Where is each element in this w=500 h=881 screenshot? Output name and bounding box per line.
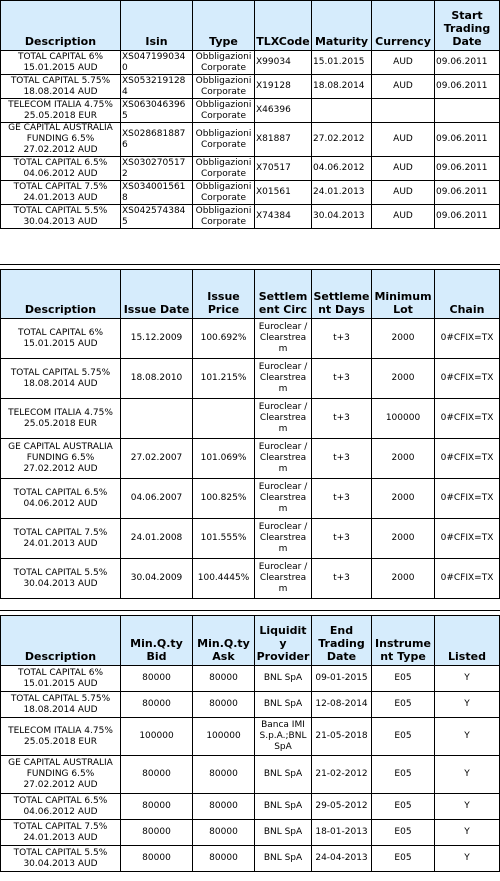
cell-min-qty-ask: 80000 xyxy=(193,820,255,846)
cell-settlement-days: t+3 xyxy=(312,479,372,519)
cell-instrument-type: E05 xyxy=(372,820,435,846)
cell-issue-date: 24.01.2008 xyxy=(121,519,193,559)
cell-chain: 0#CFIX=TX xyxy=(435,399,500,439)
section-divider xyxy=(0,264,500,265)
cell-description: TOTAL CAPITAL 6.5% 04.06.2012 AUD xyxy=(1,479,121,519)
column-header-min-qty-ask: Min.Q.ty Ask xyxy=(193,616,255,666)
table-row xyxy=(1,666,500,692)
cell-liquidity-provider: BNL SpA xyxy=(255,846,312,872)
cell-chain: 0#CFIX=TX xyxy=(435,479,500,519)
table-header-row xyxy=(1,1,500,51)
table-row xyxy=(1,157,500,181)
cell-settlement-circ: Euroclear / Clearstream xyxy=(255,399,312,439)
table-header-row xyxy=(1,270,500,319)
cell-chain: 0#CFIX=TX xyxy=(435,559,500,599)
cell-min-qty-bid: 80000 xyxy=(121,666,193,692)
cell-description: TOTAL CAPITAL 5.75% 18.08.2014 AUD xyxy=(1,359,121,399)
cell-min-qty-ask: 80000 xyxy=(193,666,255,692)
cell-tlxcode: X46396 xyxy=(255,99,312,123)
cell-issue-date: 30.04.2009 xyxy=(121,559,193,599)
column-header-listed: Listed xyxy=(435,616,500,666)
cell-issue-date: 18.08.2010 xyxy=(121,359,193,399)
cell-issue-date: 15.12.2009 xyxy=(121,319,193,359)
table-header-row xyxy=(1,616,500,666)
cell-issue-price: 100.4445% xyxy=(193,559,255,599)
cell-end-trading-date: 09-01-2015 xyxy=(312,666,372,692)
cell-instrument-type: E05 xyxy=(372,666,435,692)
cell-listed: Y xyxy=(435,718,500,756)
cell-isin: XS0630463965 xyxy=(121,99,193,123)
cell-currency xyxy=(372,99,435,123)
table-row xyxy=(1,846,500,872)
column-header-maturity: Maturity xyxy=(312,1,372,51)
table-row xyxy=(1,181,500,205)
cell-isin: XS0532191284 xyxy=(121,75,193,99)
cell-end-trading-date: 12-08-2014 xyxy=(312,692,372,718)
cell-start-trading-date: 09.06.2011 xyxy=(435,181,500,205)
cell-start-trading-date: 09.06.2011 xyxy=(435,123,500,157)
column-header-currency: Currency xyxy=(372,1,435,51)
column-header-instrument-type: Instrument Type xyxy=(372,616,435,666)
cell-start-trading-date: 09.06.2011 xyxy=(435,205,500,229)
cell-instrument-type: E05 xyxy=(372,794,435,820)
cell-currency: AUD xyxy=(372,205,435,229)
table-row xyxy=(1,359,500,399)
cell-min-qty-ask: 80000 xyxy=(193,846,255,872)
cell-currency: AUD xyxy=(372,157,435,181)
table-row xyxy=(1,439,500,479)
column-header-description: Description xyxy=(1,1,121,51)
cell-chain: 0#CFIX=TX xyxy=(435,359,500,399)
cell-end-trading-date: 29-05-2012 xyxy=(312,794,372,820)
cell-liquidity-provider: BNL SpA xyxy=(255,692,312,718)
cell-tlxcode: X70517 xyxy=(255,157,312,181)
cell-description: TELECOM ITALIA 4.75% 25.05.2018 EUR xyxy=(1,399,121,439)
cell-issue-price: 101.555% xyxy=(193,519,255,559)
cell-liquidity-provider: BNL SpA xyxy=(255,756,312,794)
cell-tlxcode: X99034 xyxy=(255,51,312,75)
column-header-settlement-circ: Settlement Circ xyxy=(255,270,312,319)
cell-settlement-days: t+3 xyxy=(312,359,372,399)
cell-description: TOTAL CAPITAL 5.75% 18.08.2014 AUD xyxy=(1,75,121,99)
table-row xyxy=(1,756,500,794)
cell-description: TELECOM ITALIA 4.75% 25.05.2018 EUR xyxy=(1,718,121,756)
cell-maturity: 04.06.2012 xyxy=(312,157,372,181)
cell-issue-price: 101.215% xyxy=(193,359,255,399)
cell-min-qty-ask: 100000 xyxy=(193,718,255,756)
cell-end-trading-date: 21-05-2018 xyxy=(312,718,372,756)
cell-minimum-lot: 100000 xyxy=(372,399,435,439)
column-header-issue-price: Issue Price xyxy=(193,270,255,319)
cell-listed: Y xyxy=(435,846,500,872)
column-header-start-trading-date: Start Trading Date xyxy=(435,1,500,51)
cell-chain: 0#CFIX=TX xyxy=(435,319,500,359)
cell-settlement-circ: Euroclear / Clearstream xyxy=(255,519,312,559)
trading-quantity-table xyxy=(0,615,500,872)
table-row xyxy=(1,559,500,599)
cell-maturity: 30.04.2013 xyxy=(312,205,372,229)
column-header-description: Description xyxy=(1,616,121,666)
cell-maturity: 24.01.2013 xyxy=(312,181,372,205)
cell-currency: AUD xyxy=(372,123,435,157)
cell-instrument-type: E05 xyxy=(372,692,435,718)
cell-maturity: 15.01.2015 xyxy=(312,51,372,75)
cell-description: GE CAPITAL AUSTRALIA FUNDING 6.5% 27.02.2012 AUD xyxy=(1,439,121,479)
table-row xyxy=(1,99,500,123)
cell-type: Obbligazioni Corporate xyxy=(193,205,255,229)
cell-maturity: 18.08.2014 xyxy=(312,75,372,99)
cell-end-trading-date: 21-02-2012 xyxy=(312,756,372,794)
cell-chain: 0#CFIX=TX xyxy=(435,439,500,479)
cell-tlxcode: X81887 xyxy=(255,123,312,157)
table-row xyxy=(1,399,500,439)
cell-issue-price: 101.069% xyxy=(193,439,255,479)
cell-minimum-lot: 2000 xyxy=(372,479,435,519)
column-header-description: Description xyxy=(1,270,121,319)
bond-info-table xyxy=(0,0,500,229)
cell-isin: XS0425743845 xyxy=(121,205,193,229)
cell-settlement-circ: Euroclear / Clearstream xyxy=(255,319,312,359)
cell-isin: XS0340015618 xyxy=(121,181,193,205)
cell-liquidity-provider: Banca IMI S.p.A.;BNL SpA xyxy=(255,718,312,756)
cell-maturity: 27.02.2012 xyxy=(312,123,372,157)
cell-minimum-lot: 2000 xyxy=(372,559,435,599)
cell-issue-date: 04.06.2007 xyxy=(121,479,193,519)
cell-description: TOTAL CAPITAL 7.5% 24.01.2013 AUD xyxy=(1,181,121,205)
cell-type: Obbligazioni Corporate xyxy=(193,75,255,99)
cell-min-qty-ask: 80000 xyxy=(193,692,255,718)
cell-isin: XS0471990340 xyxy=(121,51,193,75)
cell-start-trading-date xyxy=(435,99,500,123)
cell-start-trading-date: 09.06.2011 xyxy=(435,157,500,181)
cell-listed: Y xyxy=(435,666,500,692)
issue-settlement-table xyxy=(0,269,500,599)
cell-issue-price: 100.825% xyxy=(193,479,255,519)
cell-currency: AUD xyxy=(372,75,435,99)
cell-start-trading-date: 09.06.2011 xyxy=(435,51,500,75)
table-row xyxy=(1,718,500,756)
cell-currency: AUD xyxy=(372,181,435,205)
cell-settlement-days: t+3 xyxy=(312,439,372,479)
cell-description: TOTAL CAPITAL 5.75% 18.08.2014 AUD xyxy=(1,692,121,718)
cell-maturity xyxy=(312,99,372,123)
column-header-tlxcode: TLXCode xyxy=(255,1,312,51)
cell-type: Obbligazioni Corporate xyxy=(193,181,255,205)
cell-min-qty-ask: 80000 xyxy=(193,794,255,820)
table-row xyxy=(1,205,500,229)
table-row xyxy=(1,794,500,820)
cell-description: TOTAL CAPITAL 6.5% 04.06.2012 AUD xyxy=(1,157,121,181)
cell-description: TELECOM ITALIA 4.75% 25.05.2018 EUR xyxy=(1,99,121,123)
cell-settlement-days: t+3 xyxy=(312,399,372,439)
cell-issue-price xyxy=(193,399,255,439)
table-row xyxy=(1,820,500,846)
cell-tlxcode: X74384 xyxy=(255,205,312,229)
table-row xyxy=(1,123,500,157)
cell-issue-price: 100.692% xyxy=(193,319,255,359)
column-header-min-qty-bid: Min.Q.ty Bid xyxy=(121,616,193,666)
cell-description: GE CAPITAL AUSTRALIA FUNDING 6.5% 27.02.2012 AUD xyxy=(1,756,121,794)
column-header-end-trading-date: End Trading Date xyxy=(312,616,372,666)
cell-instrument-type: E05 xyxy=(372,846,435,872)
cell-description: TOTAL CAPITAL 6.5% 04.06.2012 AUD xyxy=(1,794,121,820)
cell-currency: AUD xyxy=(372,51,435,75)
cell-min-qty-bid: 80000 xyxy=(121,846,193,872)
cell-listed: Y xyxy=(435,794,500,820)
cell-min-qty-bid: 80000 xyxy=(121,794,193,820)
column-header-issue-date: Issue Date xyxy=(121,270,193,319)
cell-end-trading-date: 18-01-2013 xyxy=(312,820,372,846)
cell-settlement-circ: Euroclear / Clearstream xyxy=(255,359,312,399)
cell-listed: Y xyxy=(435,692,500,718)
cell-min-qty-bid: 80000 xyxy=(121,820,193,846)
cell-issue-date xyxy=(121,399,193,439)
cell-liquidity-provider: BNL SpA xyxy=(255,820,312,846)
cell-type: Obbligazioni Corporate xyxy=(193,99,255,123)
cell-description: TOTAL CAPITAL 7.5% 24.01.2013 AUD xyxy=(1,820,121,846)
cell-description: TOTAL CAPITAL 6% 15.01.2015 AUD xyxy=(1,51,121,75)
table-row xyxy=(1,75,500,99)
cell-settlement-days: t+3 xyxy=(312,559,372,599)
cell-isin: XS0302705172 xyxy=(121,157,193,181)
column-header-chain: Chain xyxy=(435,270,500,319)
cell-liquidity-provider: BNL SpA xyxy=(255,794,312,820)
cell-instrument-type: E05 xyxy=(372,756,435,794)
cell-tlxcode: X01561 xyxy=(255,181,312,205)
cell-min-qty-bid: 100000 xyxy=(121,718,193,756)
cell-settlement-circ: Euroclear / Clearstream xyxy=(255,439,312,479)
cell-min-qty-bid: 80000 xyxy=(121,692,193,718)
cell-tlxcode: X19128 xyxy=(255,75,312,99)
section-divider xyxy=(0,610,500,611)
table-row xyxy=(1,519,500,559)
cell-issue-date: 27.02.2007 xyxy=(121,439,193,479)
cell-settlement-days: t+3 xyxy=(312,519,372,559)
cell-description: GE CAPITAL AUSTRALIA FUNDING 6.5% 27.02.2012 AUD xyxy=(1,123,121,157)
table-row xyxy=(1,692,500,718)
cell-type: Obbligazioni Corporate xyxy=(193,157,255,181)
column-header-liquidity-provider: Liquidity Provider xyxy=(255,616,312,666)
cell-type: Obbligazioni Corporate xyxy=(193,51,255,75)
cell-minimum-lot: 2000 xyxy=(372,319,435,359)
cell-start-trading-date: 09.06.2011 xyxy=(435,75,500,99)
cell-description: TOTAL CAPITAL 7.5% 24.01.2013 AUD xyxy=(1,519,121,559)
cell-end-trading-date: 24-04-2013 xyxy=(312,846,372,872)
cell-description: TOTAL CAPITAL 6% 15.01.2015 AUD xyxy=(1,666,121,692)
cell-settlement-circ: Euroclear / Clearstream xyxy=(255,559,312,599)
cell-min-qty-bid: 80000 xyxy=(121,756,193,794)
cell-type: Obbligazioni Corporate xyxy=(193,123,255,157)
cell-description: TOTAL CAPITAL 5.5% 30.04.2013 AUD xyxy=(1,846,121,872)
column-header-isin: Isin xyxy=(121,1,193,51)
cell-description: TOTAL CAPITAL 5.5% 30.04.2013 AUD xyxy=(1,205,121,229)
table-row xyxy=(1,319,500,359)
cell-settlement-circ: Euroclear / Clearstream xyxy=(255,479,312,519)
cell-minimum-lot: 2000 xyxy=(372,359,435,399)
cell-listed: Y xyxy=(435,820,500,846)
cell-description: TOTAL CAPITAL 6% 15.01.2015 AUD xyxy=(1,319,121,359)
cell-description: TOTAL CAPITAL 5.5% 30.04.2013 AUD xyxy=(1,559,121,599)
cell-minimum-lot: 2000 xyxy=(372,519,435,559)
column-header-settlement-days: Settlement Days xyxy=(312,270,372,319)
table-row xyxy=(1,479,500,519)
cell-minimum-lot: 2000 xyxy=(372,439,435,479)
cell-chain: 0#CFIX=TX xyxy=(435,519,500,559)
cell-isin: XS0286818876 xyxy=(121,123,193,157)
table-row xyxy=(1,51,500,75)
column-header-minimum-lot: Minimum Lot xyxy=(372,270,435,319)
cell-settlement-days: t+3 xyxy=(312,319,372,359)
column-header-type: Type xyxy=(193,1,255,51)
cell-listed: Y xyxy=(435,756,500,794)
cell-liquidity-provider: BNL SpA xyxy=(255,666,312,692)
cell-instrument-type: E05 xyxy=(372,718,435,756)
cell-min-qty-ask: 80000 xyxy=(193,756,255,794)
